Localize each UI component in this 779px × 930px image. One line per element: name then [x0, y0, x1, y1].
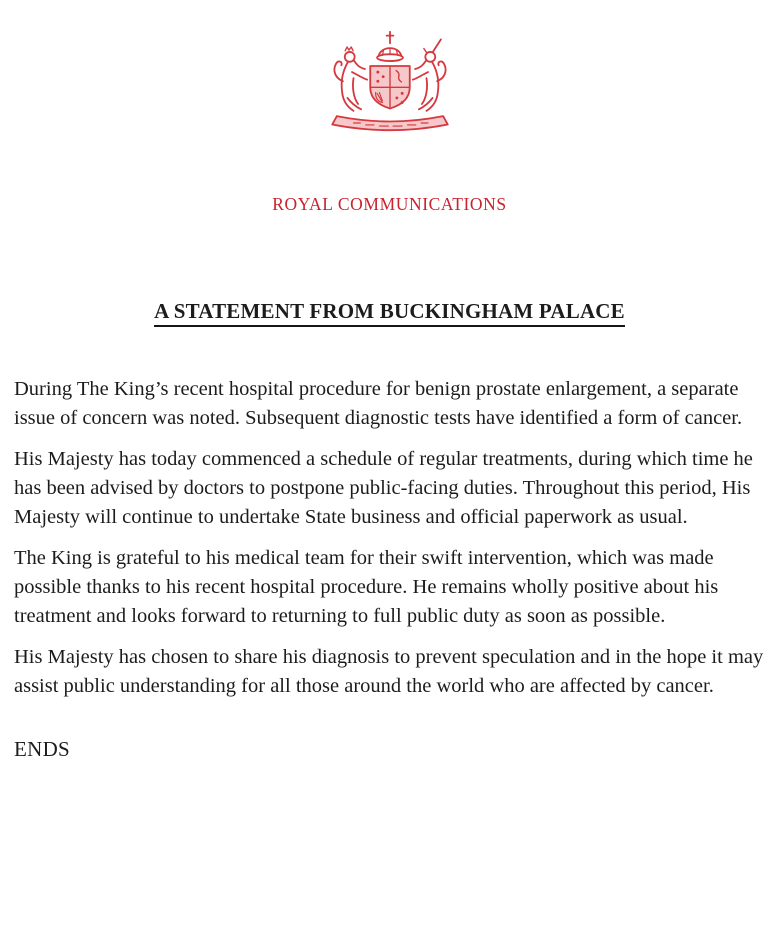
statement-title [0, 299, 779, 327]
statement-paragraph: His Majesty has today commenced a schedule of regular treatments, during which time he has been advised by doctors to postpone public-facing duties. Throughout this period, His Majesty will continue to undertake State business and official paperwork as usual. [14, 448, 753, 528]
statement-document [0, 28, 779, 930]
ends-label: ENDS [14, 737, 71, 761]
statement-paragraph: During The King’s recent hospital procedure for benign prostate enlargement, a separate issue of concern was noted. Subsequent diagnostic tests have identified a form of cancer. [14, 378, 743, 429]
statement-paragraph: His Majesty has chosen to share his diagnosis to prevent speculation and in the hope it may assist public understanding for all those around the world who are affected by cancer. [14, 646, 764, 697]
statement-title-text: A STATEMENT FROM BUCKINGHAM PALACE [154, 299, 625, 327]
statement-body [14, 375, 766, 701]
royal-coat-of-arms-icon [314, 28, 466, 142]
org-name: ROYAL COMMUNICATIONS [272, 194, 507, 214]
statement-paragraph: The King is grateful to his medical team for their swift intervention, which was made possible thanks to his recent hospital procedure. He remains wholly positive about his treatment and looks forward to returning to full public duty as soon as possible. [14, 547, 719, 627]
